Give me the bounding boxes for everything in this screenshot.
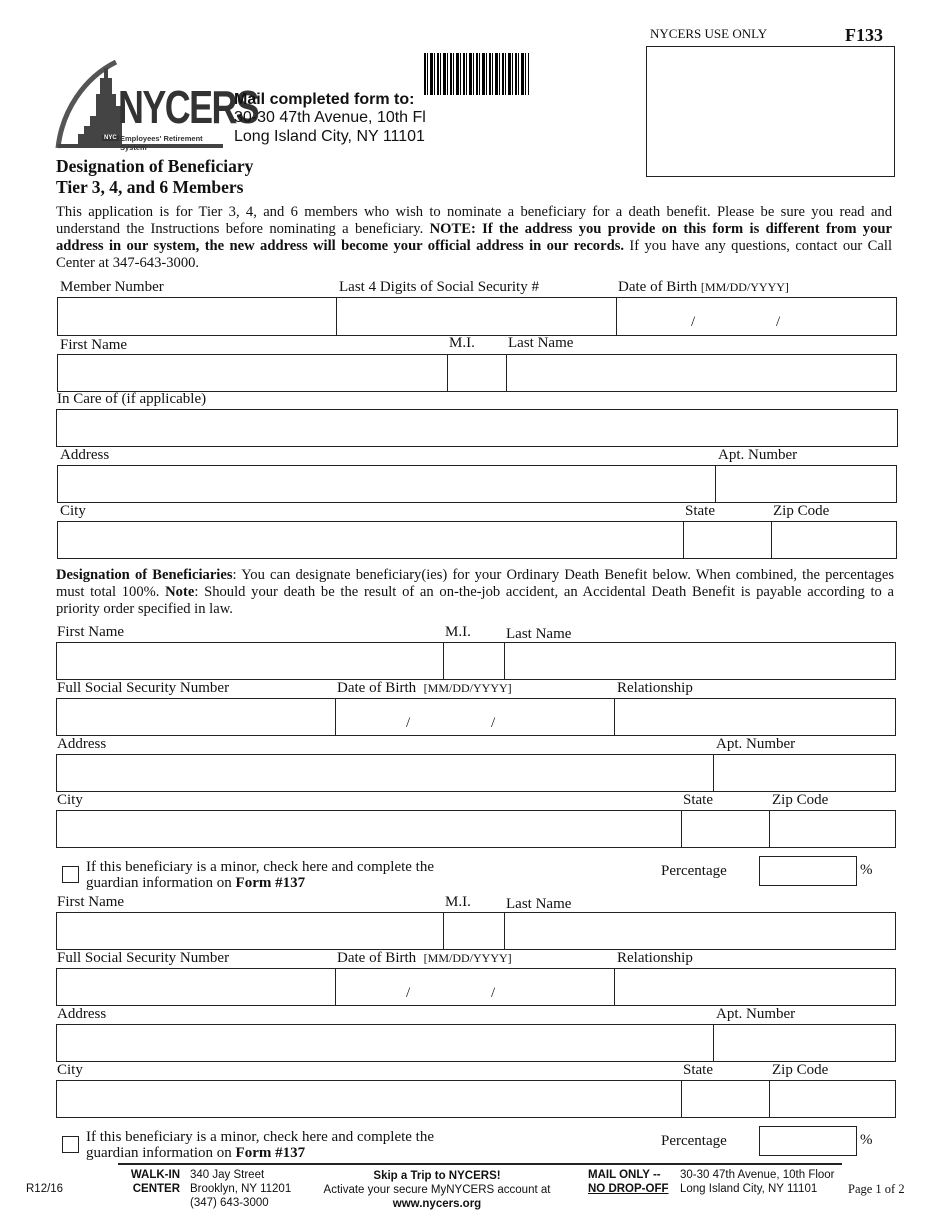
bene2-relationship-label: Relationship — [617, 950, 693, 966]
ssn-last4-label: Last 4 Digits of Social Security # — [339, 279, 539, 295]
mail-heading: Mail completed form to: — [234, 91, 415, 108]
member-dob-input[interactable] — [617, 298, 896, 335]
bene1-apt-label: Apt. Number — [716, 736, 796, 752]
mail-only-label: MAIL ONLY -- NO DROP-OFF — [588, 1169, 669, 1195]
nycers-logo — [54, 56, 259, 152]
bene2-apt-input[interactable] — [714, 1025, 895, 1061]
bene2-address-input[interactable] — [57, 1025, 712, 1061]
ssn-last4-input[interactable] — [337, 298, 615, 335]
bene1-ssn-input[interactable] — [57, 699, 334, 735]
bene2-ssn-input[interactable] — [57, 969, 334, 1005]
state-label: State — [685, 503, 715, 519]
bene2-last-name-input[interactable] — [505, 913, 895, 949]
bene2-state-input[interactable] — [682, 1081, 768, 1117]
member-dob-label: Date of Birth [MM/DD/YYYY] — [618, 279, 789, 295]
bene2-state-label: State — [683, 1062, 713, 1078]
bene1-dob-input[interactable] — [336, 699, 613, 735]
bene2-last-name-label: Last Name — [506, 896, 572, 912]
in-care-of-label: In Care of (if applicable) — [57, 391, 207, 407]
logo-nyc: NYC — [104, 135, 117, 141]
footer-rule — [118, 1163, 842, 1165]
bene2-zip-label: Zip Code — [772, 1062, 829, 1078]
member-number-input[interactable] — [58, 298, 335, 335]
zip-label: Zip Code — [773, 503, 830, 519]
logo-subtitle: Employees' Retirement System — [120, 134, 203, 152]
form-subtitle: Tier 3, 4, and 6 Members — [56, 177, 244, 197]
mi-label: M.I. — [449, 335, 475, 351]
skip-trip-promo: Skip a Trip to NYCERS! Activate your secure MyNYCERS account at www.nycers.org — [318, 1169, 556, 1211]
bene1-minor-text-line1: If this beneficiary is a minor, check here and complete the — [86, 859, 435, 875]
first-name-label: First Name — [60, 337, 128, 353]
bene1-first-name-input[interactable] — [57, 643, 442, 679]
mail-address-line2: Long Island City, NY 11101 — [234, 128, 425, 145]
first-name-input[interactable] — [58, 355, 446, 391]
address-input[interactable] — [58, 466, 714, 502]
address-label: Address — [60, 447, 110, 463]
office-use-box — [646, 46, 895, 177]
bene2-dob-slash-1: / — [406, 985, 411, 1001]
last-name-input[interactable] — [507, 355, 896, 391]
walkin-label: WALK-IN CENTER — [130, 1169, 180, 1195]
bene1-ssn-label: Full Social Security Number — [57, 680, 230, 696]
bene1-state-input[interactable] — [682, 811, 768, 847]
last-name-label: Last Name — [508, 335, 574, 351]
apt-input[interactable] — [716, 466, 896, 502]
designation-paragraph: Designation of Beneficiaries: You can designate beneficiary(ies) for your Ordinary Death Benefit below. When combined, the percentages must total 100%. Note: Should your death be the result of an on-the-job accident, an Accidental Death Benefit is payable according to a priority order specified in law. — [56, 567, 894, 617]
bene1-state-label: State — [683, 792, 713, 808]
bene1-dob-slash-1: / — [406, 715, 411, 731]
bene2-ssn-label: Full Social Security Number — [57, 950, 230, 966]
bene1-zip-input[interactable] — [770, 811, 895, 847]
member-number-label: Member Number — [60, 279, 164, 295]
bene2-dob-slash-2: / — [491, 985, 496, 1001]
bene1-city-label: City — [57, 792, 83, 808]
bene1-address-label: Address — [57, 736, 107, 752]
bene2-percent-sign: % — [860, 1132, 873, 1148]
bene2-percentage-label: Percentage — [661, 1133, 727, 1149]
form-title: Designation of Beneficiary — [56, 156, 254, 176]
bene1-mi-input[interactable] — [444, 643, 503, 679]
bene1-minor-text-line2: guardian information on Form #137 — [86, 875, 306, 891]
bene2-minor-text-line1: If this beneficiary is a minor, check here and complete the — [86, 1129, 435, 1145]
bene1-zip-label: Zip Code — [772, 792, 829, 808]
bene2-mi-label: M.I. — [445, 894, 471, 910]
bene1-mi-label: M.I. — [445, 624, 471, 640]
city-label: City — [60, 503, 86, 519]
mail-address-line1: 30-30 47th Avenue, 10th Fl — [234, 109, 426, 126]
dob-slash-1: / — [691, 314, 696, 330]
bene1-last-name-label: Last Name — [506, 626, 572, 642]
bene1-percentage-label: Percentage — [661, 863, 727, 879]
bene1-first-name-label: First Name — [57, 624, 125, 640]
bene1-dob-slash-2: / — [491, 715, 496, 731]
bene2-percentage-input[interactable] — [760, 1127, 856, 1155]
bene1-last-name-input[interactable] — [505, 643, 895, 679]
city-input[interactable] — [58, 522, 682, 558]
bene1-relationship-input[interactable] — [615, 699, 895, 735]
intro-paragraph: This application is for Tier 3, 4, and 6 members who wish to nominate a beneficiary for a death benefit. Please be sure you read and understand the Instructions before nominating a beneficiary. NOTE: If the address you provide on this form is different from your address in our system, the new address will become your official address in our records. If you have any questions, contact our Call Center at 347-643-3000. — [56, 204, 892, 271]
bene2-city-input[interactable] — [57, 1081, 680, 1117]
bene2-first-name-label: First Name — [57, 894, 125, 910]
bene1-apt-input[interactable] — [714, 755, 895, 791]
in-care-of-input[interactable] — [57, 410, 897, 446]
bene1-percentage-input[interactable] — [760, 857, 856, 885]
bene2-address-label: Address — [57, 1006, 107, 1022]
dob-slash-2: / — [776, 314, 781, 330]
bene1-percent-sign: % — [860, 862, 873, 878]
bene2-apt-label: Apt. Number — [716, 1006, 796, 1022]
barcode — [424, 53, 529, 95]
bene2-city-label: City — [57, 1062, 83, 1078]
bene2-zip-input[interactable] — [770, 1081, 895, 1117]
bene1-address-input[interactable] — [57, 755, 712, 791]
state-input[interactable] — [684, 522, 770, 558]
apt-label: Apt. Number — [718, 447, 798, 463]
bene1-relationship-label: Relationship — [617, 680, 693, 696]
zip-input[interactable] — [772, 522, 896, 558]
page-number: Page 1 of 2 — [848, 1182, 905, 1196]
office-use-label: NYCERS USE ONLY — [650, 26, 768, 41]
revision-code: R12/16 — [26, 1183, 64, 1195]
bene1-dob-label: Date of Birth [MM/DD/YYYY] — [337, 680, 512, 696]
form-number: F133 — [845, 25, 883, 45]
bene2-minor-text-line2: guardian information on Form #137 — [86, 1145, 306, 1161]
bene2-dob-label: Date of Birth [MM/DD/YYYY] — [337, 950, 512, 966]
bene1-city-input[interactable] — [57, 811, 680, 847]
bene2-relationship-input[interactable] — [615, 969, 895, 1005]
bene2-first-name-input[interactable] — [57, 913, 442, 949]
bene2-dob-input[interactable] — [336, 969, 613, 1005]
walkin-address: 340 Jay Street Brooklyn, NY 11201 (347) 643-3000 — [190, 1169, 292, 1209]
bene2-minor-checkbox[interactable] — [62, 1136, 79, 1153]
mi-input[interactable] — [448, 355, 505, 391]
mail-only-address: 30-30 47th Avenue, 10th Floor Long Island City, NY 11101 — [680, 1169, 835, 1195]
bene2-mi-input[interactable] — [444, 913, 503, 949]
nycers-website-link[interactable]: www.nycers.org — [392, 1198, 482, 1210]
logo-wordmark: NYCERS — [118, 81, 259, 133]
bene1-minor-checkbox[interactable] — [62, 866, 79, 883]
